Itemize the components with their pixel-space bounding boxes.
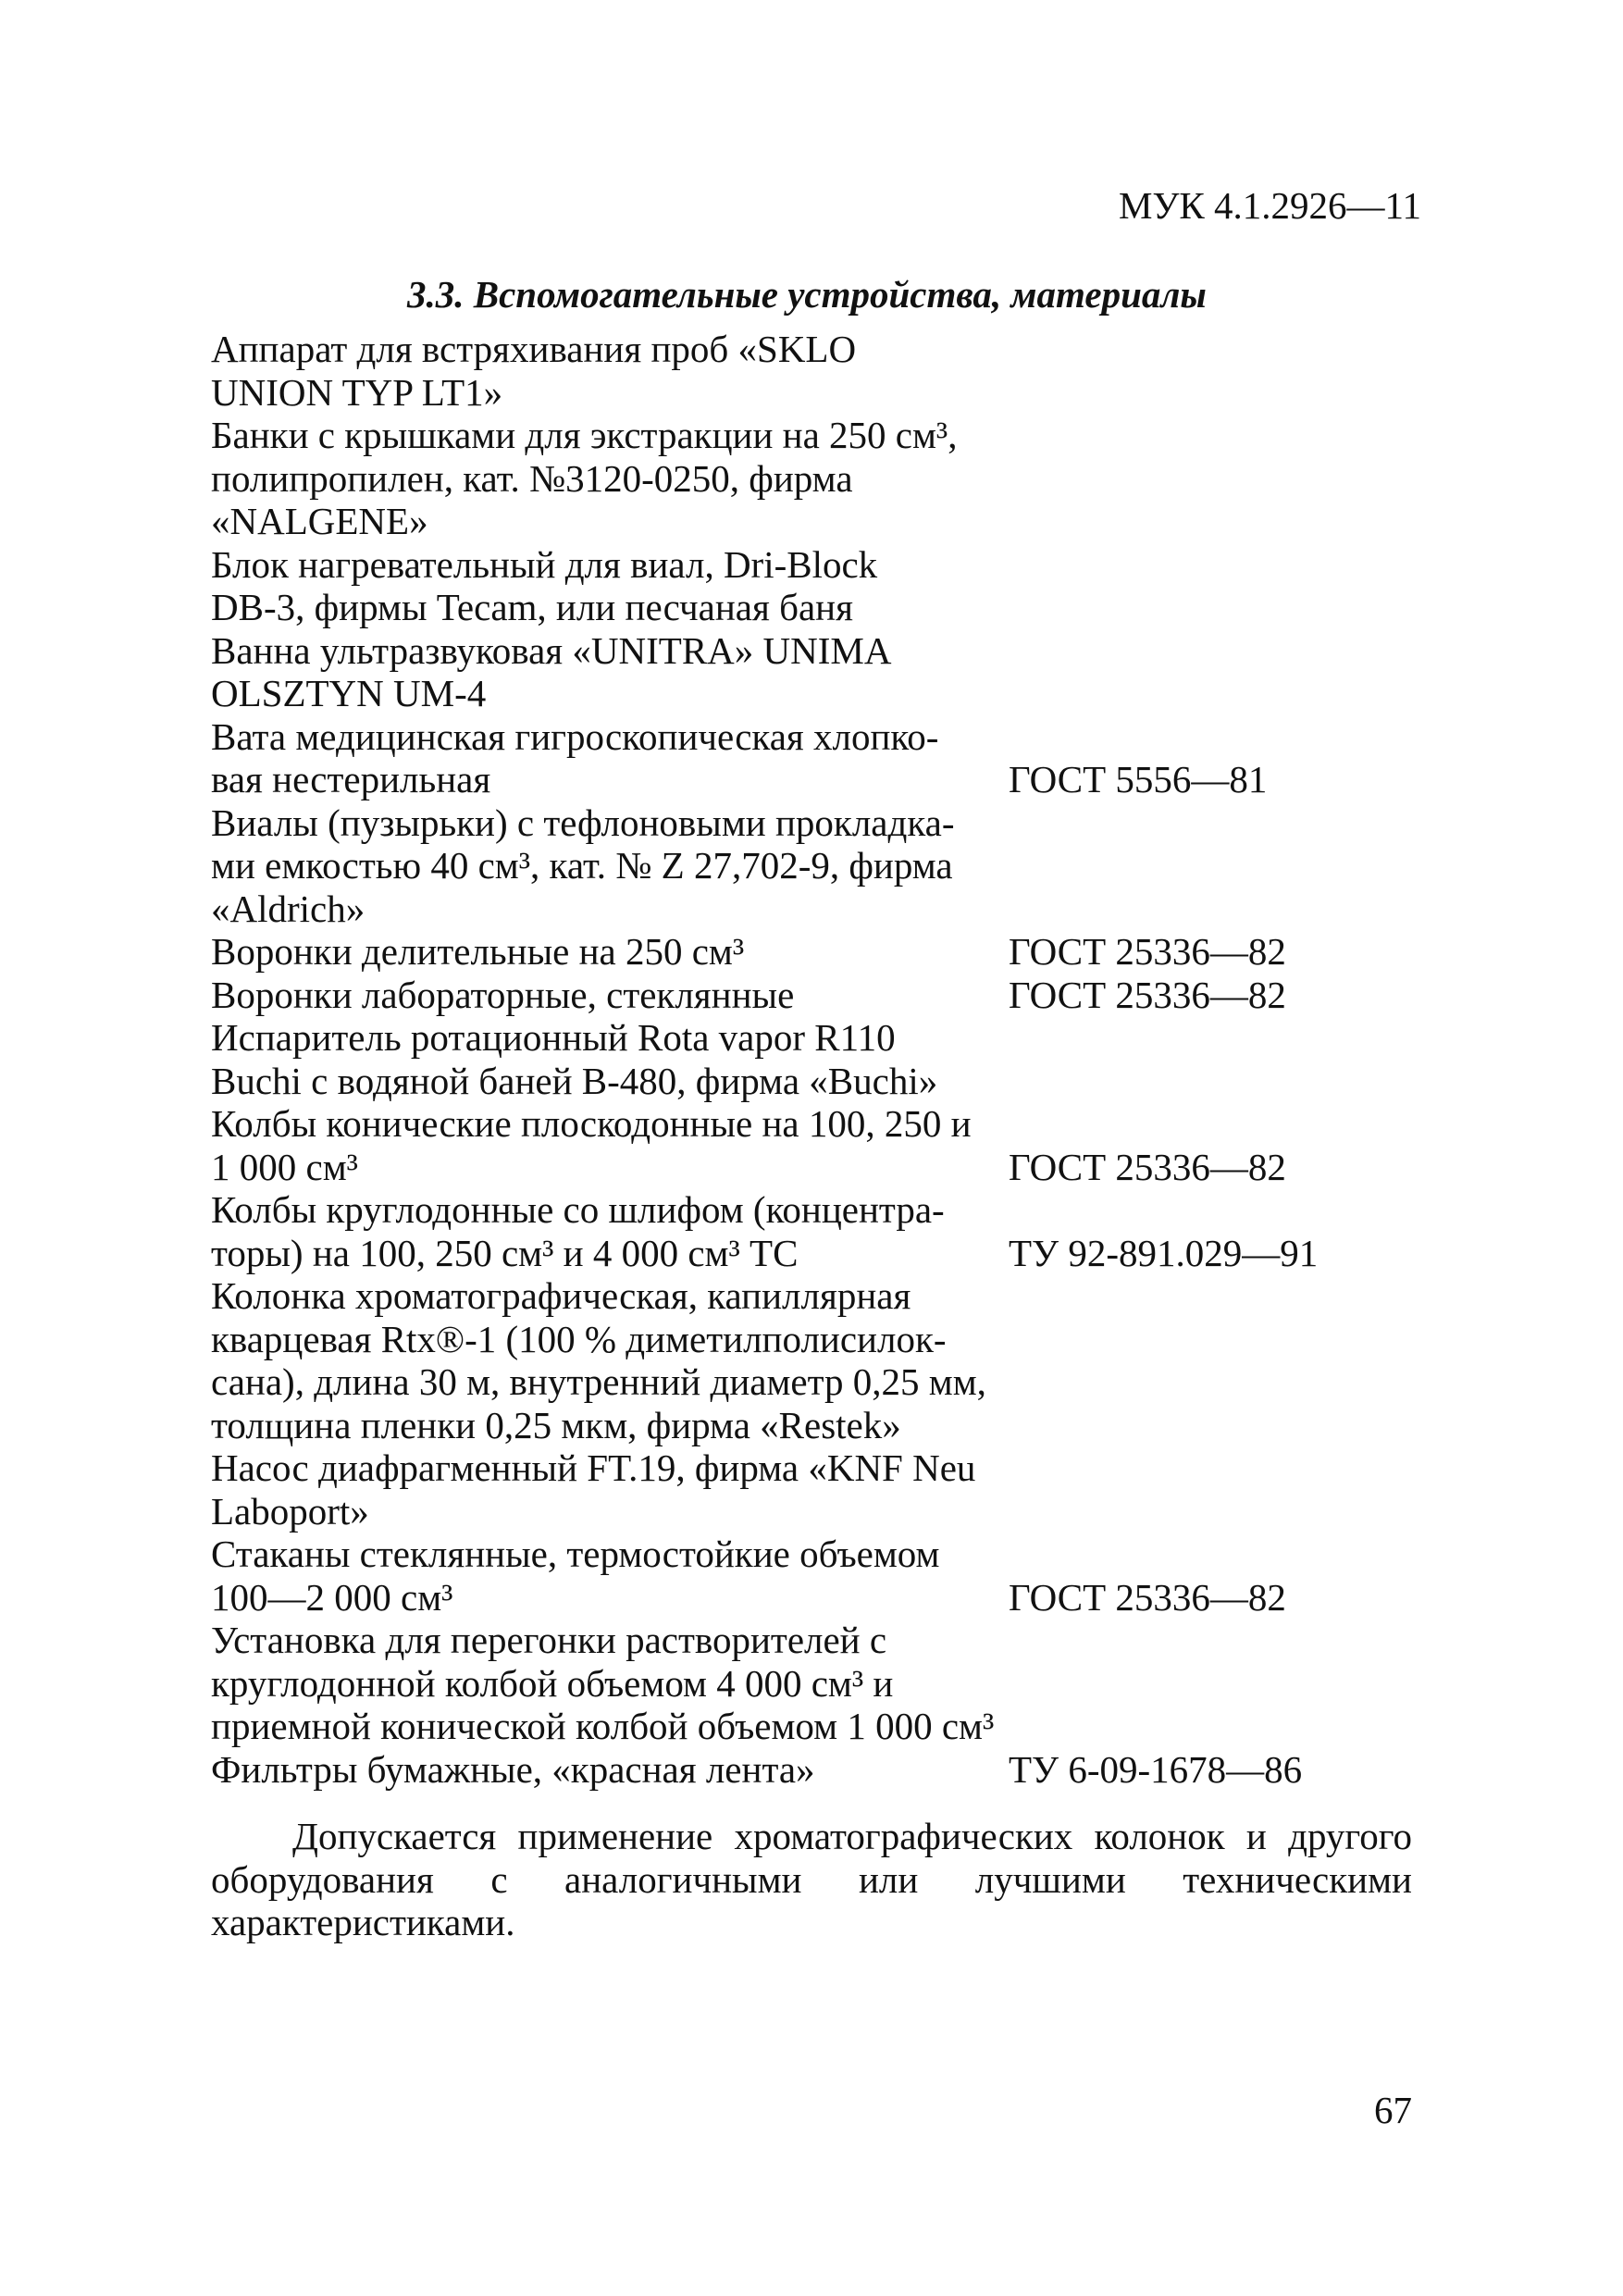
equipment-item-text xyxy=(211,543,1007,629)
equipment-item-line: Установка для перегонки растворителей с xyxy=(211,1619,887,1661)
equipment-item-text xyxy=(211,801,1007,931)
equipment-item-line: Фильтры бумажные, «красная лента» xyxy=(211,1747,815,1791)
equipment-item-text xyxy=(211,1102,1007,1188)
equipment-item-line: Колбы круглодонные со шлифом (концентра- xyxy=(211,1188,945,1231)
equipment-item-line: UNION TYP LT1» xyxy=(211,370,503,414)
equipment-item-text xyxy=(211,974,1007,1017)
equipment-item-line: «NALGENE» xyxy=(211,500,428,542)
equipment-item xyxy=(211,1446,1007,1533)
equipment-item-line: кварцевая Rtx®-1 (100 % диметилполисилок- xyxy=(211,1317,947,1360)
equipment-item-standard: ТУ 6-09-1678—86 xyxy=(1009,1747,1303,1791)
equipment-item-line: Насос диафрагменный FT.19, фирма «KNF Neu xyxy=(211,1446,976,1489)
equipment-item-line: DB-3, фирмы Tecam, или песчаная баня xyxy=(211,586,853,628)
equipment-item-line: Колбы конические плоскодонные на 100, 250 и xyxy=(211,1102,972,1145)
equipment-item-line: круглодонной колбой объемом 4 000 см³ и xyxy=(211,1661,894,1705)
equipment-item-line: ми емкостью 40 см³, кат. № Z 27,702-9, фирма xyxy=(211,844,953,887)
equipment-item-text xyxy=(211,1748,1007,1792)
page-number: 67 xyxy=(1374,2089,1412,2131)
equipment-item xyxy=(211,1016,1007,1102)
equipment-item-line: Банки с крышками для экстракции на 250 см³, xyxy=(211,414,958,456)
equipment-item-text xyxy=(211,1446,1007,1533)
equipment-item xyxy=(211,328,1007,414)
equipment-item-line: Колонка хроматографическая, капиллярная xyxy=(211,1274,911,1317)
equipment-item xyxy=(211,1102,1286,1188)
equipment-item-text xyxy=(211,414,1007,543)
equipment-item xyxy=(211,714,1268,801)
equipment-item xyxy=(211,1533,1286,1619)
equipment-item-line: толщина пленки 0,25 мкм, фирма «Restek» xyxy=(211,1403,901,1446)
equipment-item-text xyxy=(211,1274,1007,1446)
equipment-item xyxy=(211,801,1007,931)
equipment-item-line: торы) на 100, 250 см³ и 4 000 см³ ТС xyxy=(211,1231,799,1274)
equipment-item-line: сана), длина 30 м, внутренний диаметр 0,25 мм, xyxy=(211,1360,986,1403)
equipment-item-line: Laboport» xyxy=(211,1489,369,1533)
equipment-item-line: Стаканы стеклянные, термостойкие объемом xyxy=(211,1533,940,1575)
section-title: 3.3. Вспомогательные устройства, материалы xyxy=(407,273,1207,316)
equipment-item-line: Buchi с водяной баней B-480, фирма «Buchi» xyxy=(211,1059,938,1102)
equipment-item-standard: ГОСТ 25336—82 xyxy=(1009,973,1286,1016)
equipment-item-line: Виалы (пузырьки) с тефлоновыми прокладка- xyxy=(211,800,955,844)
equipment-item-text xyxy=(211,1016,1007,1102)
equipment-item-standard: ГОСТ 25336—82 xyxy=(1009,1575,1286,1619)
equipment-item xyxy=(211,1274,1007,1446)
equipment-item xyxy=(211,1188,1319,1274)
equipment-item-line: OLSZTYN UM-4 xyxy=(211,672,487,714)
equipment-item xyxy=(211,1619,1007,1748)
equipment-item xyxy=(211,1747,1303,1792)
equipment-item-text xyxy=(211,930,1007,974)
equipment-item-text xyxy=(211,1619,1007,1748)
equipment-list xyxy=(211,328,1414,1791)
equipment-item xyxy=(211,930,1286,974)
equipment-item-line: Испаритель ротационный Rota vapor R110 xyxy=(211,1016,896,1059)
equipment-item xyxy=(211,414,1007,543)
equipment-item-text xyxy=(211,1188,1007,1274)
equipment-item-line: Аппарат для встряхивания проб «SKLO xyxy=(211,328,857,370)
equipment-item xyxy=(211,543,1007,629)
equipment-item-line: 1 000 см³ xyxy=(211,1145,358,1188)
equipment-item-line: 100—2 000 см³ xyxy=(211,1575,453,1619)
equipment-item-line: полипропилен, кат. №3120-0250, фирма xyxy=(211,456,853,500)
equipment-item-line: вая нестерильная xyxy=(211,758,491,800)
note-paragraph: Допускается применение хроматографических колонок и другого оборудования с аналогичными или лучшими техническими характеристиками. xyxy=(211,1815,1412,1943)
equipment-item-text xyxy=(211,1533,1007,1619)
equipment-item-standard: ГОСТ 5556—81 xyxy=(1009,758,1268,800)
document-code: МУК 4.1.2926—11 xyxy=(1118,184,1421,227)
equipment-item-text xyxy=(211,629,1007,715)
equipment-item-text xyxy=(211,715,1007,801)
equipment-item-line: Воронки делительные на 250 см³ xyxy=(211,930,745,973)
equipment-item-line: Блок нагревательный для виал, Dri-Block xyxy=(211,542,878,586)
equipment-item-line: «Aldrich» xyxy=(211,887,365,930)
equipment-item xyxy=(211,629,1007,715)
equipment-item-line: Воронки лабораторные, стеклянные xyxy=(211,973,795,1016)
equipment-item-line: приемной конической колбой объемом 1 000 см³ xyxy=(211,1705,995,1747)
equipment-item-standard: ТУ 92-891.029—91 xyxy=(1009,1231,1319,1274)
equipment-item-line: Ванна ультразвуковая «UNITRA» UNIMA xyxy=(211,628,892,672)
equipment-item-text xyxy=(211,328,1007,414)
equipment-item-standard: ГОСТ 25336—82 xyxy=(1009,930,1286,973)
equipment-item-standard: ГОСТ 25336—82 xyxy=(1009,1145,1286,1188)
equipment-item-line: Вата медицинская гигроскопическая хлопко- xyxy=(211,714,939,758)
equipment-item xyxy=(211,973,1286,1017)
